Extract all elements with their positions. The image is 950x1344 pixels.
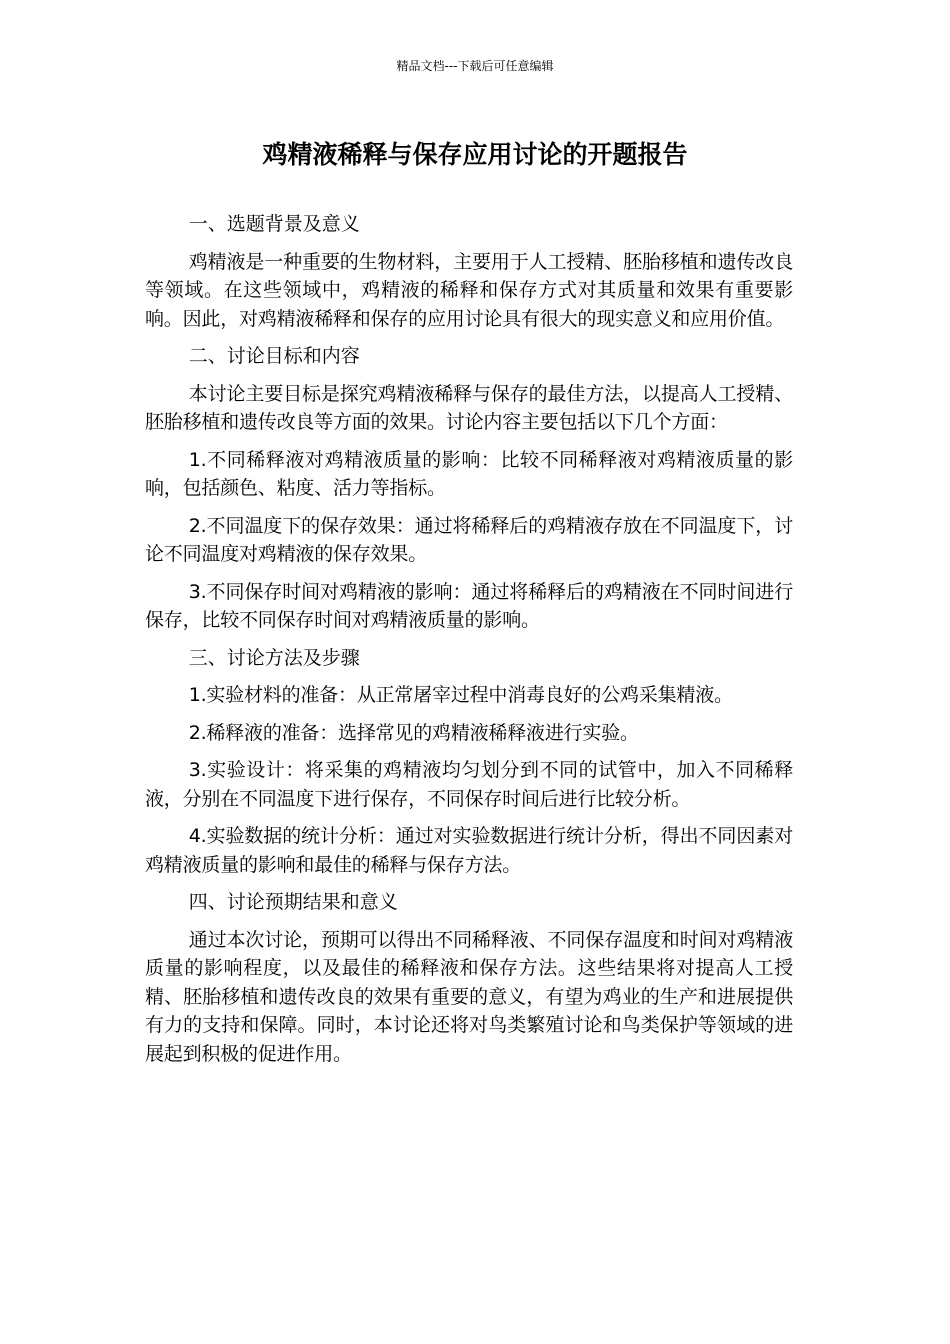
header-note: 精品文档---下载后可任意编辑 xyxy=(396,59,554,73)
list-item-diluent-effect: 1.不同稀释液对鸡精液质量的影响：比较不同稀释液对鸡精液质量的影响，包括颜色、粘度、活力等指标。 xyxy=(145,448,793,499)
list-item-experiment-design: 3.实验设计：将采集的鸡精液均匀划分到不同的试管中，加入不同稀释液，分别在不同温度下进行保存，不同保存时间后进行比较分析。 xyxy=(145,759,793,810)
document-body xyxy=(145,210,793,1077)
section-heading-goals: 二、讨论目标和内容 xyxy=(188,345,360,367)
paragraph-goals: 本讨论主要目标是探究鸡精液稀释与保存的最佳方法，以提高人工授精、胚胎移植和遗传改良等方面的效果。讨论内容主要包括以下几个方面： xyxy=(145,382,793,433)
section-heading-expected-results: 四、讨论预期结果和意义 xyxy=(188,891,398,913)
list-item-materials: 1.实验材料的准备：从正常屠宰过程中消毒良好的公鸡采集精液。 xyxy=(188,684,733,706)
paragraph-expected-results: 通过本次讨论，预期可以得出不同稀释液、不同保存温度和时间对鸡精液质量的影响程度，以及最佳的稀释液和保存方法。这些结果将对提高人工授精、胚胎移植和遗传改良的效果有重要的意义，有望为鸡业的生产和进展提供有力的支持和保障。同时，本讨论还将对鸟类繁殖讨论和鸟类保护等领域的进展起到积极的促进作用。 xyxy=(145,928,793,1065)
list-item-statistics: 4.实验数据的统计分析：通过对实验数据进行统计分析，得出不同因素对鸡精液质量的影响和最佳的稀释与保存方法。 xyxy=(145,825,793,876)
list-item-temperature-effect: 2.不同温度下的保存效果：通过将稀释后的鸡精液存放在不同温度下，讨论不同温度对鸡精液的保存效果。 xyxy=(145,514,793,565)
section-heading-methods: 三、讨论方法及步骤 xyxy=(188,646,360,669)
section-heading-background: 一、选题背景及意义 xyxy=(188,213,360,235)
document-title: 鸡精液稀释与保存应用讨论的开题报告 xyxy=(262,140,688,169)
paragraph-background: 鸡精液是一种重要的生物材料，主要用于人工授精、胚胎移植和遗传改良等领域。在这些领域中，鸡精液的稀释和保存方式对其质量和效果有重要影响。因此，对鸡精液稀释和保存的应用讨论具有很大的现实意义和应用价值。 xyxy=(145,250,793,330)
list-item-diluent-prep: 2.稀释液的准备：选择常见的鸡精液稀释液进行实验。 xyxy=(188,721,639,744)
list-item-storage-time-effect: 3.不同保存时间对鸡精液的影响：通过将稀释后的鸡精液在不同时间进行保存，比较不同保存时间对鸡精液质量的影响。 xyxy=(145,580,793,631)
